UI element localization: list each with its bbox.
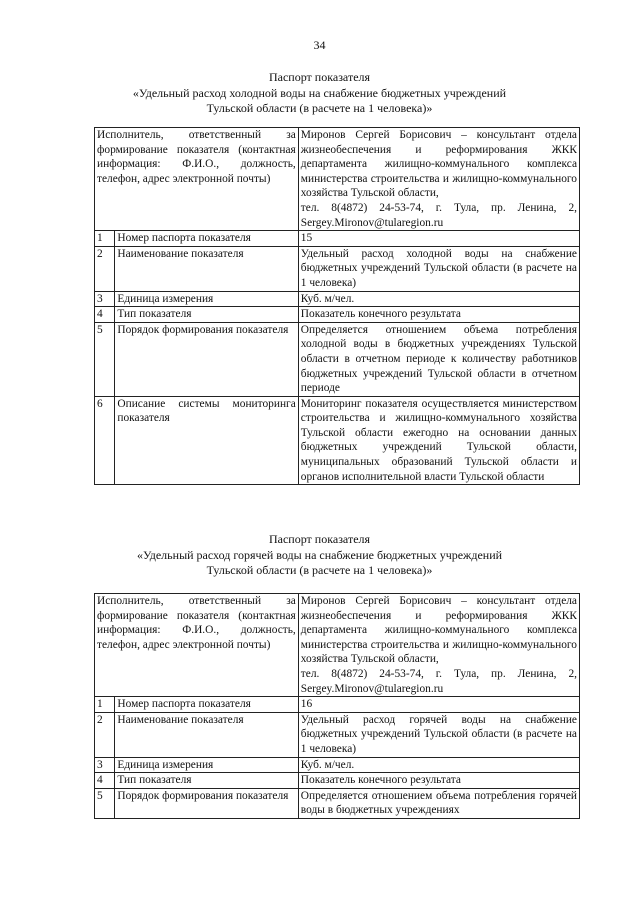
row-label: Порядок формирования показателя bbox=[115, 788, 298, 818]
executor-label: Исполнитель, ответственный за формирование показателя (контактная информация: Ф.И.О., должность, телефон, адрес электронной почты) bbox=[95, 594, 299, 697]
table-row bbox=[95, 307, 580, 323]
row-label: Номер паспорта показателя bbox=[115, 231, 298, 247]
executor-value: Миронов Сергей Борисович – консультант отдела жизнеобеспечения и реформирования ЖКК департамента жилищно-коммунального комплекса министерства строительства и жилищно-коммунального хозяйства Тульской области, bbox=[300, 129, 577, 200]
passport-1-subtitle-line2: Тульской области (в расчете на 1 человека)» bbox=[206, 101, 433, 115]
passport-1-table bbox=[94, 127, 580, 485]
executor-cell bbox=[298, 594, 579, 697]
row-label: Наименование показателя bbox=[115, 712, 298, 757]
passport-2-heading bbox=[0, 532, 639, 579]
table-row bbox=[95, 757, 580, 773]
row-number: 6 bbox=[95, 396, 115, 485]
table-row bbox=[95, 773, 580, 789]
row-label: Единица измерения bbox=[115, 757, 298, 773]
row-value: Куб. м/чел. bbox=[298, 291, 579, 307]
row-number: 1 bbox=[95, 697, 115, 713]
executor-label: Исполнитель, ответственный за формирование показателя (контактная информация: Ф.И.О., должность, телефон, адрес электронной почты) bbox=[95, 128, 299, 231]
executor-row bbox=[95, 594, 580, 697]
table-row bbox=[95, 396, 580, 485]
passport-1-heading bbox=[0, 70, 639, 117]
executor-value: Миронов Сергей Борисович – консультант отдела жизнеобеспечения и реформирования ЖКК департамента жилищно-коммунального комплекса министерства строительства и жилищно-коммунального хозяйства Тульской области, bbox=[300, 595, 577, 666]
row-value: Мониторинг показателя осуществляется министерством строительства и жилищно-коммунального хозяйства Тульской области ежегодно на основании данных бюджетных учреждений Тульской области, муниципальных образований Тульской области и органов исполнительной власти Тульской области bbox=[298, 396, 579, 485]
table-row bbox=[95, 291, 580, 307]
table-row bbox=[95, 231, 580, 247]
table-row bbox=[95, 322, 580, 396]
passport-2-table bbox=[94, 593, 580, 819]
row-value: Определяется отношением объема потребления горячей воды в бюджетных учреждениях bbox=[298, 788, 579, 818]
row-number: 1 bbox=[95, 231, 115, 247]
row-number: 2 bbox=[95, 246, 115, 291]
row-label: Порядок формирования показателя bbox=[115, 322, 298, 396]
passport-2-subtitle-line1: «Удельный расход горячей воды на снабжение бюджетных учреждений bbox=[136, 547, 503, 562]
row-label: Описание системы мониторинга показателя bbox=[115, 396, 298, 485]
row-number: 4 bbox=[95, 773, 115, 789]
row-value: Удельный расход горячей воды на снабжение бюджетных учреждений Тульской области (в расчете на 1 человека) bbox=[298, 712, 579, 757]
executor-contact: тел. 8(4872) 24-53-74, г. Тула, пр. Ленина, 2, Sergey.Mironov@tularegion.ru bbox=[300, 201, 577, 229]
table-row bbox=[95, 712, 580, 757]
passport-2-subtitle-line2: Тульской области (в расчете на 1 человека)» bbox=[206, 563, 433, 577]
passport-1-subtitle-line1: «Удельный расход холодной воды на снабжение бюджетных учреждений bbox=[132, 85, 507, 100]
row-label: Наименование показателя bbox=[115, 246, 298, 291]
row-value: 15 bbox=[298, 231, 579, 247]
passport-2-title: Паспорт показателя bbox=[268, 532, 371, 546]
row-label: Тип показателя bbox=[115, 773, 298, 789]
table-row bbox=[95, 697, 580, 713]
executor-cell bbox=[298, 128, 579, 231]
row-label: Единица измерения bbox=[115, 291, 298, 307]
row-label: Тип показателя bbox=[115, 307, 298, 323]
row-value: Показатель конечного результата bbox=[298, 307, 579, 323]
row-number: 5 bbox=[95, 788, 115, 818]
table-row bbox=[95, 246, 580, 291]
row-value: Определяется отношением объема потребления холодной воды в бюджетных учреждениях Тульской области в отчетном периоде к количеству работников бюджетных учреждений Тульской области в отчетном периоде bbox=[298, 322, 579, 396]
row-number: 5 bbox=[95, 322, 115, 396]
page-number: 34 bbox=[313, 38, 326, 52]
row-number: 3 bbox=[95, 291, 115, 307]
row-value: 16 bbox=[298, 697, 579, 713]
row-number: 4 bbox=[95, 307, 115, 323]
row-value: Куб. м/чел. bbox=[298, 757, 579, 773]
row-number: 2 bbox=[95, 712, 115, 757]
passport-1-title: Паспорт показателя bbox=[268, 70, 371, 84]
row-value: Удельный расход холодной воды на снабжение бюджетных учреждений Тульской области (в расчете на 1 человека) bbox=[298, 246, 579, 291]
row-value: Показатель конечного результата bbox=[298, 773, 579, 789]
table-row bbox=[95, 788, 580, 818]
row-number: 3 bbox=[95, 757, 115, 773]
executor-contact: тел. 8(4872) 24-53-74, г. Тула, пр. Ленина, 2, Sergey.Mironov@tularegion.ru bbox=[300, 667, 577, 695]
row-label: Номер паспорта показателя bbox=[115, 697, 298, 713]
executor-row bbox=[95, 128, 580, 231]
